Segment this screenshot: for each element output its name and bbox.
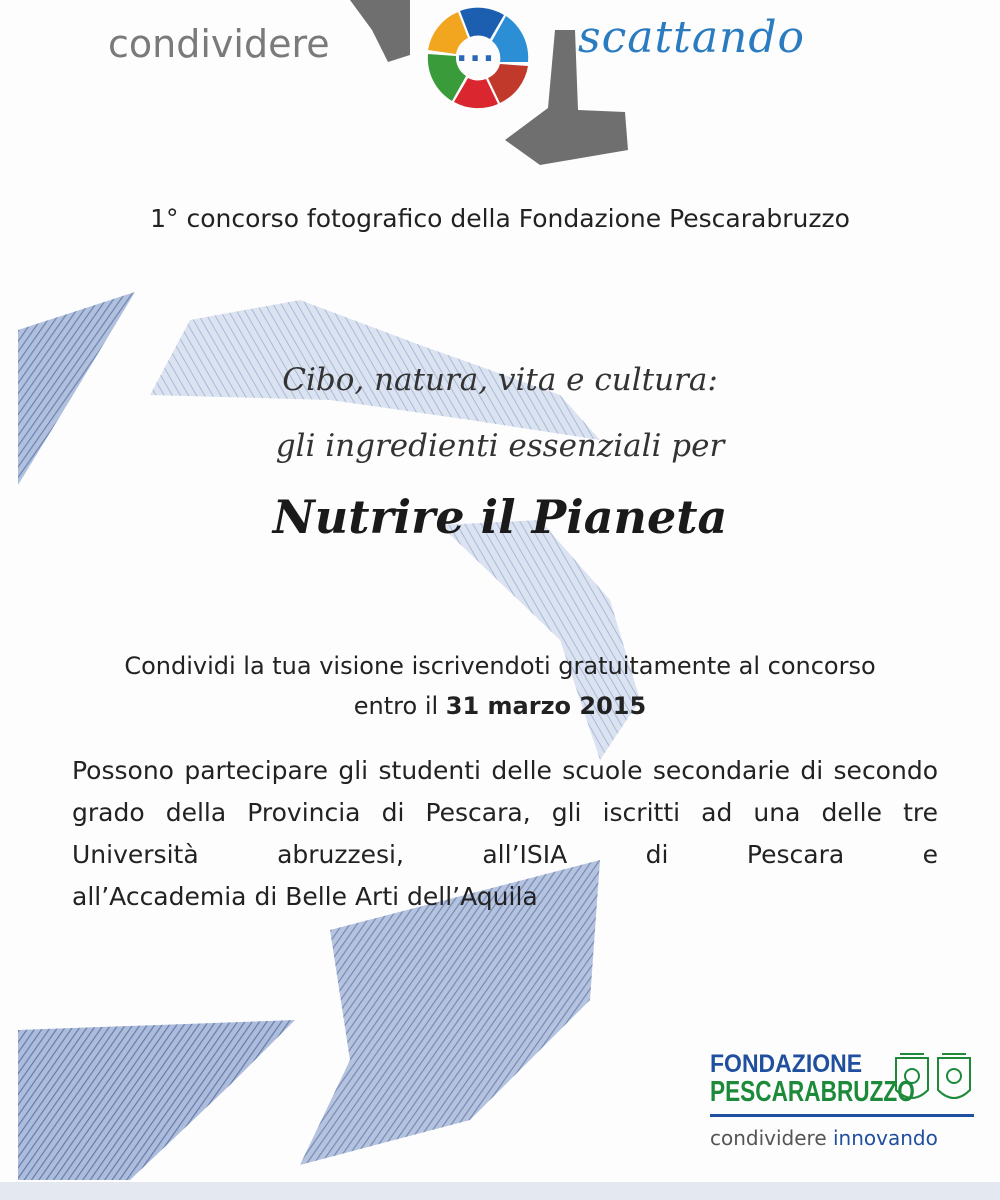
theme-line-1: Cibo, natura, vita e cultura: bbox=[282, 362, 718, 398]
contest-subtitle: 1° concorso fotografico della Fondazione Pescarabruzzo bbox=[150, 204, 850, 233]
foundation-rule bbox=[710, 1114, 974, 1117]
cta-line-1: Condividi la tua visione iscrivendoti gratuitamente al concorso bbox=[124, 652, 876, 680]
hand-left-shape bbox=[350, 0, 410, 62]
eligibility-paragraph: Possono partecipare gli studenti delle scuole secondarie di secondo grado della Provincia di Pescara, gli iscritti ad una delle tre Università abruzzesi, all’ISIA di Pescara e bbox=[72, 756, 938, 869]
brush-stroke-bottom-left bbox=[18, 1020, 295, 1180]
eligibility-last-line: all’Accademia di Belle Arti dell’Aquila bbox=[72, 882, 538, 911]
logo-ellipsis: ... bbox=[456, 34, 497, 69]
contest-logo bbox=[0, 0, 1000, 180]
logo-word-scattando: scattando bbox=[578, 12, 806, 63]
tagline-innovando: innovando bbox=[833, 1126, 938, 1150]
footer-band bbox=[0, 1182, 1000, 1200]
cta-prefix: entro il bbox=[353, 692, 446, 720]
foundation-name-1: FONDAZIONE bbox=[710, 1050, 863, 1078]
coat-of-arms-icon bbox=[890, 1050, 976, 1110]
tagline-condividere: condividere bbox=[710, 1126, 833, 1150]
foundation-logo bbox=[706, 1050, 976, 1160]
call-to-action bbox=[0, 646, 1000, 726]
logo-word-condividere: condividere bbox=[108, 22, 330, 66]
foundation-name-2: PESCARABRUZZO bbox=[710, 1076, 915, 1108]
theme-line-2: gli ingredienti essenziali per bbox=[275, 428, 725, 464]
foundation-tagline bbox=[710, 1126, 938, 1150]
eligibility-text bbox=[72, 750, 938, 918]
deadline-date: 31 marzo 2015 bbox=[445, 692, 647, 720]
theme-title: Nutrire il Pianeta bbox=[272, 490, 728, 544]
cta-line-2 bbox=[0, 686, 1000, 726]
